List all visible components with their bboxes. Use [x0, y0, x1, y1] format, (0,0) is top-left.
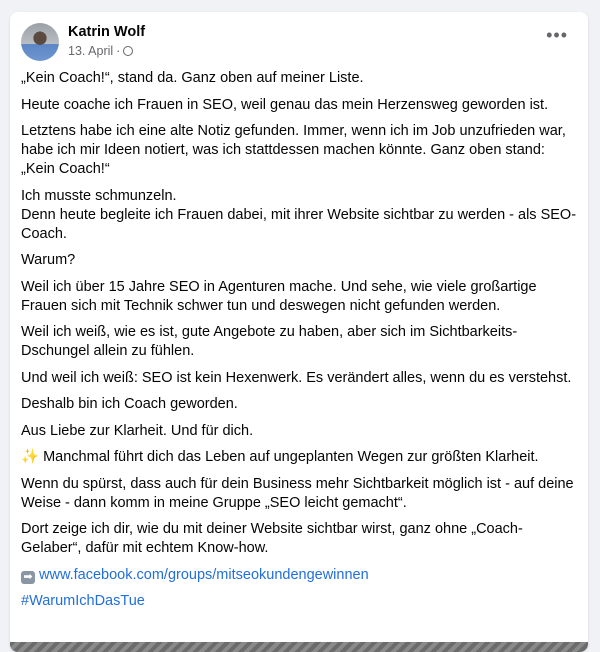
paragraph-line: Coach. — [21, 225, 67, 242]
paragraph-line: „Kein Coach!“, stand da. Ganz oben auf meiner Liste. — [21, 70, 364, 86]
paragraph-line: Weil ich weiß, wie es ist, gute Angebote zu haben, aber sich im Sichtbarkeits- — [21, 324, 518, 340]
post-paragraph — [21, 323, 581, 361]
sparkle-paragraph — [21, 448, 581, 467]
paragraph-line: Denn heute begleite ich Frauen dabei, mit ihrer Website sichtbar zu werden - als SEO- — [21, 206, 577, 223]
link-paragraph — [21, 566, 581, 585]
post-text — [21, 69, 581, 619]
paragraph-line: Deshalb bin ich Coach geworden. — [21, 396, 238, 412]
paragraph-line: Letztens habe ich eine alte Notiz gefunden. Immer, wenn ich im Job unzufrieden war, — [21, 123, 566, 139]
post-paragraph — [21, 187, 581, 244]
post-paragraph — [21, 520, 581, 558]
paragraph-line: Weil ich über 15 Jahre SEO in Agenturen mache. Und sehe, wie viele großartige — [21, 278, 537, 295]
post-paragraph — [21, 475, 581, 513]
paragraph-line: Weise - dann komm in meine Gruppe „SEO leicht gemacht“. — [21, 494, 407, 511]
paragraph-line: Und weil ich weiß: SEO ist kein Hexenwerk. Es verändert alles, wenn du es verstehst. — [21, 369, 572, 386]
sparkles-icon: ✨ — [21, 449, 40, 465]
paragraph-line: Heute coache ich Frauen in SEO, weil genau das mein Herzensweg geworden ist. — [21, 96, 549, 113]
post-card — [10, 12, 588, 652]
paragraph-line: Frauen sich mit Technik schwer tun und deswegen nicht gefunden werden. — [21, 297, 501, 314]
paragraph-line: habe ich mir Ideen notiert, was ich stattdessen machen könnte. Ganz oben stand: — [21, 142, 545, 158]
post-paragraph — [21, 69, 581, 88]
post-paragraph — [21, 251, 581, 270]
paragraph-line: Dort zeige ich dir, wie du mit deiner Website sichtbar wirst, ganz ohne „Coach- — [21, 521, 523, 537]
meta-separator: · — [116, 44, 121, 58]
post-meta — [68, 44, 133, 58]
post-paragraph — [21, 369, 581, 388]
paragraph-line: „Kein Coach!“ — [21, 161, 110, 177]
author-name[interactable]: Katrin Wolf — [68, 24, 146, 40]
paragraph-line: Gelaber“, dafür mit echtem Know-how. — [21, 540, 269, 556]
more-options-button[interactable]: ••• — [546, 25, 568, 45]
post-paragraph — [21, 122, 581, 179]
paragraph-line: Ich musste schmunzeln. — [21, 187, 177, 204]
hashtag-paragraph — [21, 592, 581, 611]
post-paragraph — [21, 422, 581, 441]
globe-icon — [123, 46, 133, 56]
post-paragraph — [21, 278, 581, 316]
sparkle-text: Manchmal führt dich das Leben auf ungeplanten Wegen zur größten Klarheit. — [43, 449, 539, 465]
group-link[interactable]: www.facebook.com/groups/mitseokundengewinnen — [39, 566, 369, 583]
paragraph-line: Wenn du spürst, dass auch für dein Business mehr Sichtbarkeit möglich ist - auf deine — [21, 475, 574, 492]
author-avatar[interactable] — [21, 23, 59, 61]
post-paragraph — [21, 395, 581, 414]
paragraph-line: Dschungel allein zu fühlen. — [21, 343, 195, 359]
post-image-preview[interactable] — [10, 642, 588, 652]
paragraph-line: Aus Liebe zur Klarheit. Und für dich. — [21, 422, 254, 439]
arrow-right-icon: ➡ — [21, 571, 35, 584]
hashtag-link[interactable]: #WarumIchDasTue — [21, 593, 145, 609]
post-paragraph — [21, 96, 581, 115]
post-date[interactable]: 13. April — [68, 44, 114, 58]
paragraph-line: Warum? — [21, 252, 76, 268]
